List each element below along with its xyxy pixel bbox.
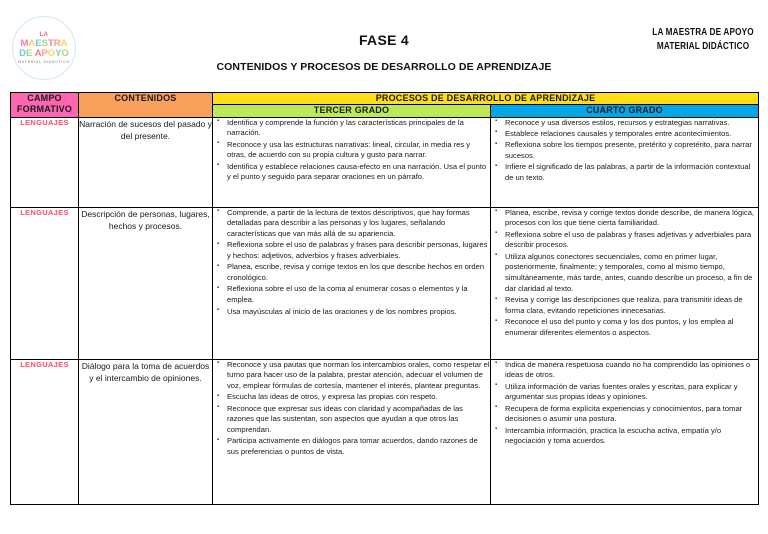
brand-text-line2: MATERIAL DIDÁCTICO [657,40,750,52]
page-title: FASE 4 [358,32,410,48]
process-item: ▪ Reflexiona sobre el uso de la coma al enumerar cosas o elementos y la emplea. [227,284,490,306]
brand-text [652,26,754,53]
process-item: ▪ Recupera de forma explícita experiencias y conocimientos, para tomar decisiones o asumir una postura. [505,404,758,426]
cell-procesos-tercer-grado [213,207,491,359]
header-tercer-grado: TERCER GRADO [213,105,491,117]
header-cuarto-grado: CUARTO GRADO [491,105,759,117]
process-list [491,360,758,448]
cell-campo-formativo: LENGUAJES [11,117,79,207]
process-item: ▪ Reconoce y usa diversos estilos, recursos y estrategias narrativas. [505,118,758,129]
process-item: ▪ Utiliza información de varias fuentes orales y escritas, para explicar y argumentar sus propias ideas y opiniones. [505,382,758,404]
process-item: ▪ Infiere el significado de las palabras, a partir de la información contextual de un texto. [505,162,758,184]
process-item: ▪ Indica de manera respetuosa cuando no ha comprendido las opiniones o ideas de otros. [505,360,758,382]
cell-contenido: Narración de sucesos del pasado y del presente. [79,117,213,207]
cell-contenido: Diálogo para la toma de acuerdos y el intercambio de opiniones. [79,359,213,504]
process-item: ▪ Reflexiona sobre el uso de palabras y frases para describir personas, lugares y hechos: adjetivos, adverbios y frases adverbiales. [227,240,490,262]
table-row [11,359,759,504]
process-item: ▪ Planea, escribe, revisa y corrige textos donde describe, de manera lógica, procesos con los que tiene cierta familiaridad. [505,208,758,230]
process-item: ▪ Reconoce el uso del punto y coma y los dos puntos, y los emplea al enumerar diferentes elementos o aspectos. [505,317,758,339]
process-item: ▪ Identifica y establece relaciones causa-efecto en una narración. Usa el punto y el punto y seguido para separar oraciones en un párrafo. [227,162,490,184]
cell-procesos-cuarto-grado [491,359,759,504]
table-row [11,117,759,207]
process-item: ▪ Participa activamente en diálogos para tomar acuerdos, dando razones de sus preferencias o puntos de vista. [227,436,490,458]
logo-line-material: MATERIAL DIDÁCTICO [18,59,70,64]
process-item: ▪ Comprende, a partir de la lectura de textos descriptivos, que hay formas detalladas para describir a las personas y los lugares, señalando características que van más allá de su apariencia. [227,208,490,240]
process-item: ▪ Intercambia información, practica la escucha activa, empatía y/o negociación y toma acuerdos. [505,426,758,448]
brand-text-line1: LA MAESTRA DE APOYO [652,27,754,38]
page-subtitle: CONTENIDOS Y PROCESOS DE DESARROLLO DE APRENDIZAJE [216,61,552,73]
process-list [213,360,490,459]
header-contenidos: CONTENIDOS [79,93,213,118]
process-list [213,208,490,318]
table-row [11,207,759,359]
process-item: ▪ Escucha las ideas de otros, y expresa las propias con respeto. [227,392,490,403]
table-header [11,93,759,118]
process-item: ▪ Reconoce y usa pautas que norman los intercambios orales, como respetar el turno para hacer uso de la palabra, prestar atención, adecuar el volumen de voz, emplear fórmulas de cortesía, mantener el interés, plantear preguntas. [227,360,490,392]
process-item: ▪ Establece relaciones causales y temporales entre acontecimientos. [505,129,758,140]
cell-campo-formativo: LENGUAJES [11,359,79,504]
cell-contenido: Descripción de personas, lugares, hechos y procesos. [79,207,213,359]
cell-campo-formativo: LENGUAJES [11,207,79,359]
cell-procesos-cuarto-grado [491,207,759,359]
logo-line-la: LA [39,31,49,38]
process-item: ▪ Usa mayúsculas al inicio de las oraciones y de los nombres propios. [227,307,490,318]
logo-line-de-apoyo: DE APOYO [19,48,69,60]
process-item: ▪ Revisa y corrige las descripciones que realiza, para transmitir ideas de forma clara, evitando repeticiones innecesarias. [505,295,758,317]
logo-line-maestra: MAESTRA [20,37,68,49]
process-list [491,208,758,339]
header-campo-formativo: CAMPO FORMATIVO [11,93,79,118]
process-item: ▪ Reconoce y usa las estructuras narrativas: lineal, circular, in media res y otras, de acuerdo con su propia cultura y gusto para narrar. [227,140,490,162]
process-item: ▪ Utiliza algunos conectores secuenciales, como en primer lugar, posteriormente, finalmente; y temporales, como al mismo tiempo, simultáneamente, más tarde, antes, cuando describe un proceso, a fin de dar claridad al texto. [505,252,758,295]
cell-procesos-tercer-grado [213,359,491,504]
document-header [0,0,768,90]
cell-procesos-cuarto-grado [491,117,759,207]
learning-content-table [10,92,759,505]
table-body [11,117,759,504]
process-list [213,118,490,184]
cell-procesos-tercer-grado [213,117,491,207]
process-item: ▪ Identifica y comprende la función y las características principales de la narración. [227,118,490,140]
process-list [491,118,758,184]
process-item: ▪ Reflexiona sobre los tiempos presente, pretérito y copretérito, para narrar sucesos. [505,140,758,162]
process-item: ▪ Reflexiona sobre el uso de palabras y frases adjetivas y adverbiales para describir procesos. [505,230,758,252]
header-procesos: PROCESOS DE DESARROLLO DE APRENDIZAJE [213,93,759,105]
table-header-row-1 [11,93,759,105]
process-item: ▪ Planea, escribe, revisa y corrige textos en los que describe hechos en orden cronológico. [227,262,490,284]
process-item: ▪ Reconoce que expresar sus ideas con claridad y acompañadas de las razones que las sustentan, son aspectos que ayudan a que otros las comprendan. [227,404,490,436]
